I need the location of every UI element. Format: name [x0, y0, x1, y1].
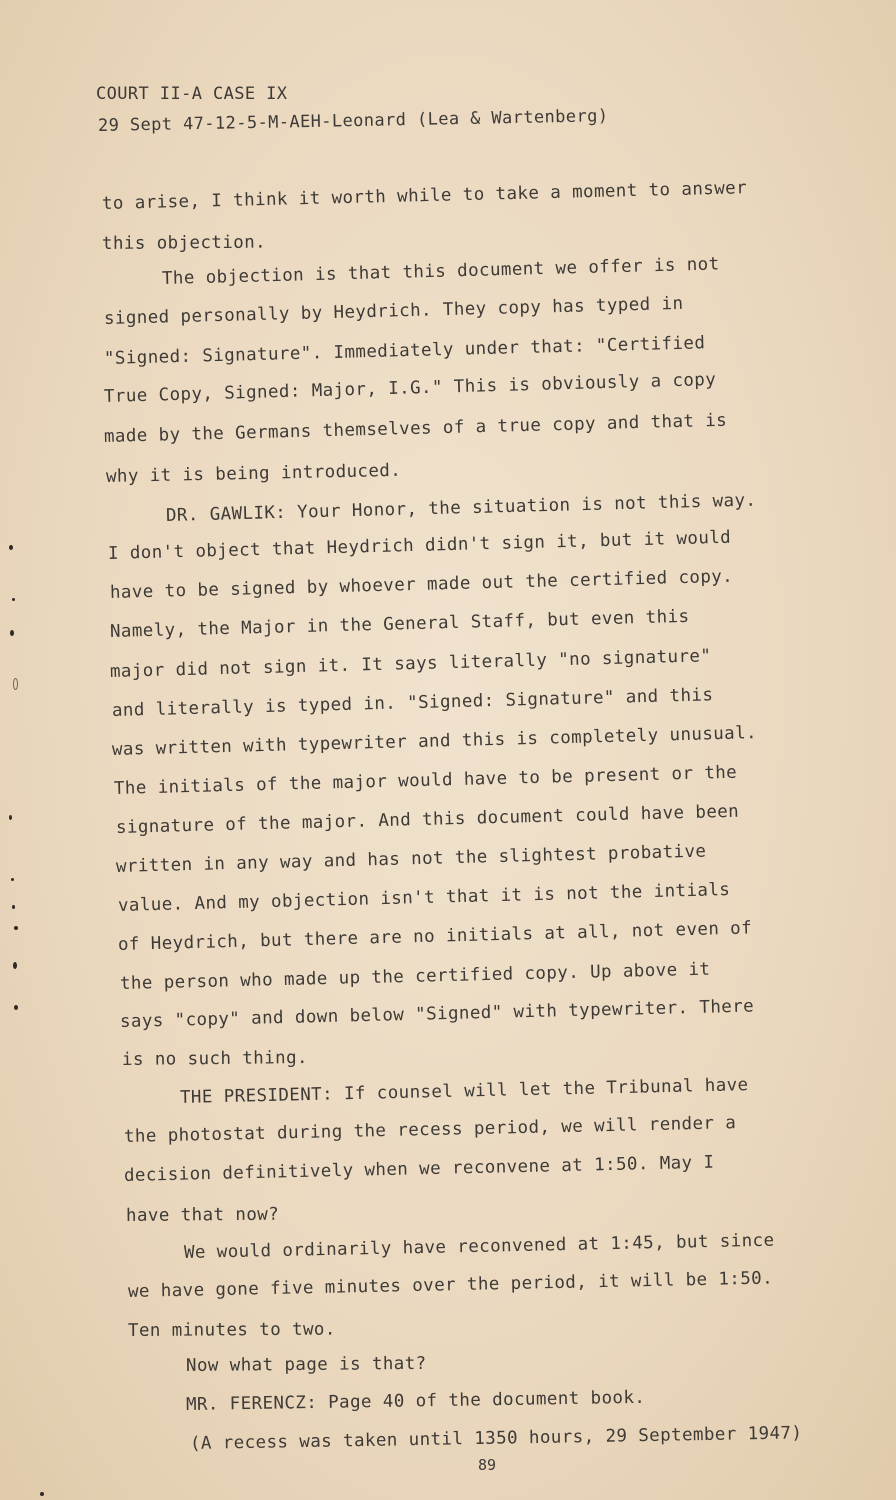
transcript-line: MR. FERENCZ: Page 40 of the document book.	[185, 1387, 646, 1415]
margin-mark	[10, 630, 14, 636]
transcript-line: and literally is typed in. "Signed: Signature" and this	[111, 685, 714, 721]
transcript-line: the person who made up the certified copy. Up above it	[119, 959, 711, 994]
transcript-line: to arise, I think it worth while to take a moment to answer	[101, 178, 748, 214]
transcript-line: major did not sign it. It says literally "no signature"	[109, 646, 712, 682]
margin-mark	[9, 545, 13, 550]
transcript-line: The objection is that this document we offer is not	[161, 254, 720, 289]
margin-mark	[11, 878, 14, 881]
transcript-line: this objection.	[101, 232, 267, 254]
transcript-line: why it is being introduced.	[105, 460, 402, 487]
transcript-line: have to be signed by whoever made out the certified copy.	[109, 566, 734, 603]
transcript-line: we have gone five minutes over the period, it will be 1:50.	[127, 1268, 774, 1302]
page-number: 89	[478, 1456, 497, 1474]
transcript-line: written in any way and has not the slightest probative	[115, 841, 707, 877]
transcript-line: signed personally by Heydrich. They copy has typed in	[103, 293, 684, 329]
transcript-line: made by the Germans themselves of a true copy and that is	[103, 410, 728, 447]
transcript-line: DR. GAWLIK: Your Honor, the situation is not this way.	[165, 490, 757, 526]
margin-mark	[12, 598, 15, 601]
transcript-line: signature of the major. And this document could have been	[115, 801, 740, 838]
transcript-line: is no such thing.	[121, 1048, 309, 1070]
transcript-reference: 29 Sept 47-12-5-M-AEH-Leonard (Lea & Wartenberg)	[97, 106, 609, 136]
transcript-line: Ten minutes to two.	[127, 1319, 336, 1341]
transcript-line: Namely, the Major in the General Staff, but even this	[109, 606, 690, 642]
transcript-line: Now what page is that?	[185, 1353, 427, 1376]
transcript-line: of Heydrich, but there are no initials at all, not even of	[117, 918, 753, 955]
margin-mark	[9, 815, 12, 820]
transcript-line: True Copy, Signed: Major, I.G." This is obviously a copy	[103, 369, 717, 407]
transcript-line: "Signed: Signature". Immediately under that: "Certified	[103, 333, 706, 369]
transcript-line: says "copy" and down below "Signed" with typewriter. There	[119, 996, 755, 1032]
transcript-line: I don't object that Heydrich didn't sign it, but it would	[107, 527, 732, 564]
transcript-line: the photostat during the recess period, we will render a	[123, 1113, 737, 1147]
transcript-line: have that now?	[125, 1204, 280, 1226]
transcript-line: The initials of the major would have to be present or the	[113, 762, 738, 799]
transcript-line: value. And my objection isn't that it is not the intials	[117, 879, 731, 916]
transcript-line: (A recess was taken until 1350 hours, 29 September 1947)	[189, 1423, 803, 1454]
transcript-line: decision definitively when we reconvene at 1:50. May I	[123, 1152, 715, 1186]
transcript-line: was written with typewriter and this is completely unusual.	[111, 723, 758, 760]
margin-mark	[13, 962, 17, 969]
court-case-header: COURT II-A CASE IX	[96, 84, 288, 104]
transcript-line: We would ordinarily have reconvened at 1:45, but since	[183, 1230, 775, 1263]
margin-mark	[12, 905, 15, 909]
transcript-line: THE PRESIDENT: If counsel will let the Tribunal have	[179, 1075, 749, 1108]
margin-mark	[40, 1492, 44, 1496]
margin-mark	[13, 678, 18, 690]
margin-mark	[14, 1005, 18, 1010]
margin-mark	[14, 926, 18, 930]
